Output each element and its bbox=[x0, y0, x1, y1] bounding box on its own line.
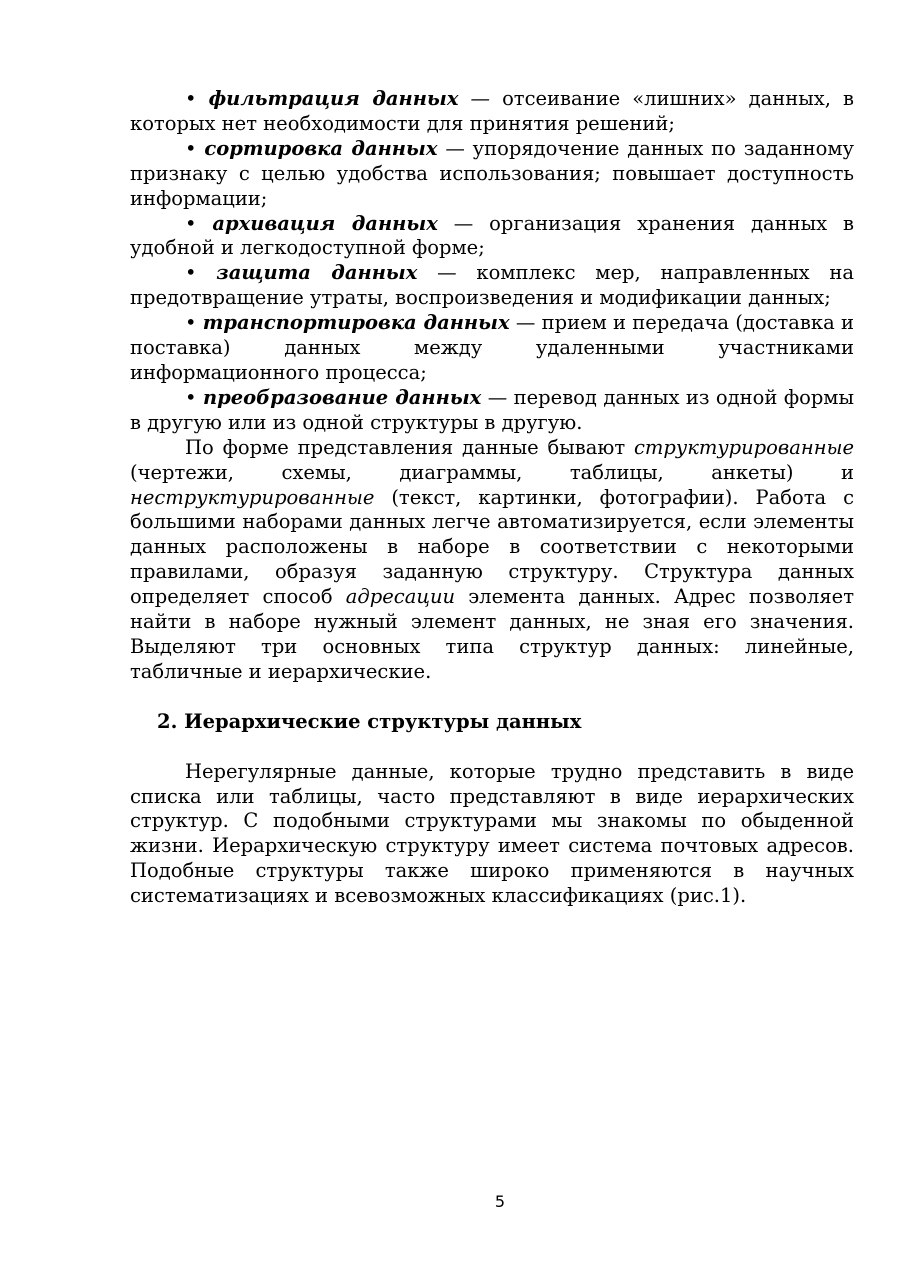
hierarchy-paragraph: Нерегулярные данные, которые трудно представить в виде списка или таблицы, часто представляют в виде иерархических структур. С подобными структурами мы знакомы по обыденной жизни. Иерархическую структуру имеет система почтовых адресов. Подобные структуры также широко применяются в научных систематизациях и всевозможных классификациях (рис.1). bbox=[130, 759, 854, 908]
bullet-text: перевод данных из одной формы в другую или из одной структуры в другую. bbox=[130, 385, 854, 434]
bullet-marker: • bbox=[185, 311, 197, 335]
bullet-dash: — bbox=[458, 87, 503, 110]
bullet-item-archiving bbox=[130, 212, 854, 262]
bullet-dash: — bbox=[509, 311, 542, 335]
bullet-marker: • bbox=[185, 385, 197, 409]
bullet-term: фильтрация данных bbox=[208, 87, 459, 110]
section-title: Иерархические структуры данных bbox=[184, 709, 582, 733]
bullet-text: организация хранения данных в удобной и легкодоступной форме; bbox=[130, 211, 854, 260]
bullet-marker: • bbox=[185, 87, 197, 110]
paragraph-text: (чертежи, схемы, диаграммы, таблицы, анкеты) и bbox=[130, 460, 854, 484]
form-paragraph bbox=[130, 436, 854, 685]
section-heading bbox=[130, 710, 854, 735]
bullet-item-protection bbox=[130, 261, 854, 311]
bullet-term: транспортировка данных bbox=[202, 311, 510, 335]
bullet-marker: • bbox=[185, 261, 197, 285]
bullet-dash: — bbox=[437, 211, 490, 235]
bullet-term: архивация данных bbox=[212, 211, 438, 235]
bullet-text: отсеивание «лишних» данных, в которых нет необходимости для принятия решений; bbox=[130, 87, 855, 135]
bullet-marker: • bbox=[185, 136, 197, 160]
section-number: 2. bbox=[157, 709, 178, 733]
emphasis-structured: структурированные bbox=[633, 435, 854, 459]
paragraph-text: элемента данных. Адрес позволяет найти в наборе нужный элемент данных, не зная его значения. Выделяют три основных типа структур данных: линейные, табличные и иерархические. bbox=[130, 585, 854, 683]
paragraph-text: (текст, картинки, фотографии). Работа с большими наборами данных легче автоматизируется, если элементы данных расположены в наборе в соответствии с некоторыми правилами, образуя заданную структуру. Структура данных определяет способ bbox=[130, 485, 854, 609]
bullet-dash: — bbox=[417, 261, 477, 285]
bullet-item-filtering bbox=[130, 87, 854, 137]
bullet-dash: — bbox=[481, 385, 514, 409]
bullet-item-transport bbox=[130, 311, 854, 386]
emphasis-unstructured: неструктурированные bbox=[130, 485, 375, 509]
bullet-item-transformation bbox=[130, 386, 854, 436]
document-page bbox=[130, 87, 854, 909]
bullet-marker: • bbox=[185, 211, 197, 235]
bullet-text: упорядочение данных по заданному признаку с целью удобства использования; повышает доступность информации; bbox=[130, 136, 855, 210]
bullet-term: защита данных bbox=[216, 261, 418, 285]
bullet-text: прием и передача (доставка и поставка) данных между удаленными участниками информационного процесса; bbox=[130, 311, 854, 384]
bullet-term: преобразование данных bbox=[202, 385, 482, 409]
bullet-text: комплекс мер, направленных на предотвращение утраты, воспроизведения и модификации данных; bbox=[130, 261, 854, 310]
emphasis-addressing: адресации bbox=[345, 585, 456, 609]
paragraph-text: По форме представления данные бывают bbox=[185, 435, 634, 459]
bullet-term: сортировка данных bbox=[204, 136, 438, 160]
bullet-item-sorting bbox=[130, 137, 854, 212]
page-number: 5 bbox=[494, 1192, 506, 1211]
bullet-dash: — bbox=[437, 136, 473, 160]
